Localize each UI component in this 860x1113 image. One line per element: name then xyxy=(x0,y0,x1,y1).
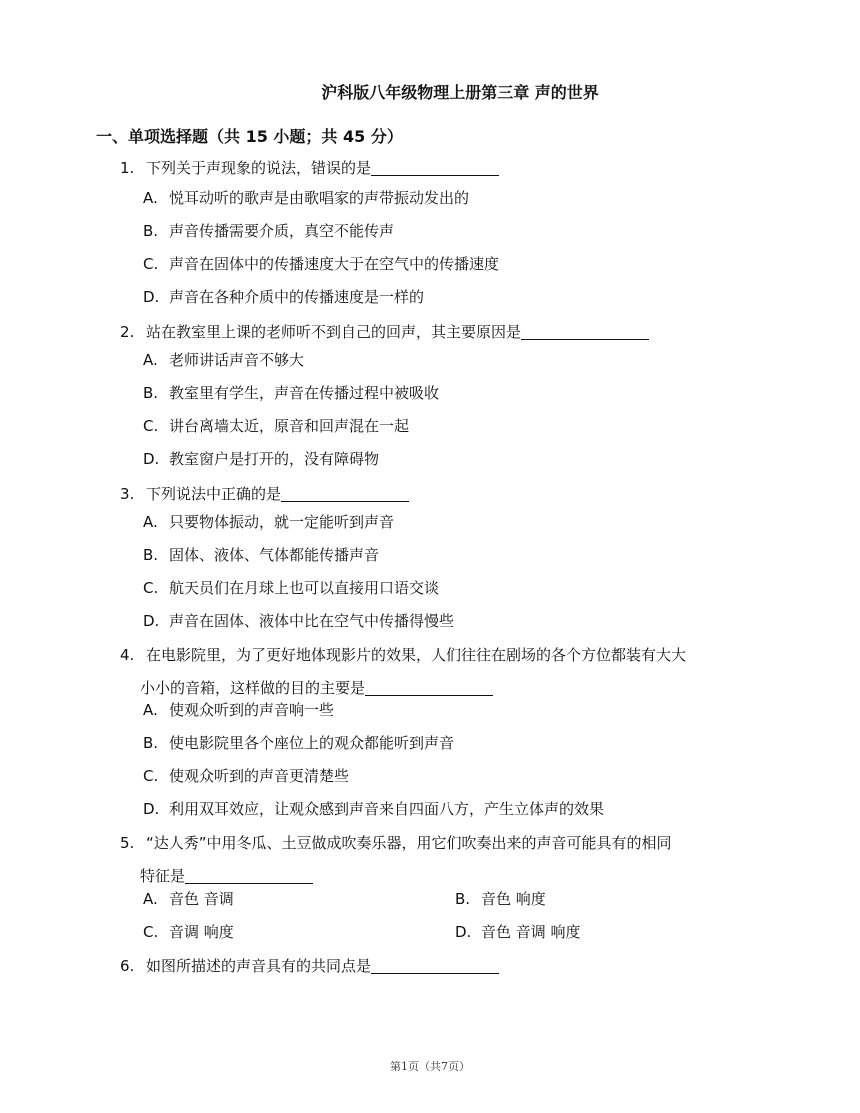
option-text: 航天员们在月球上也可以直接用口语交谈 xyxy=(169,579,440,597)
option-a[interactable] xyxy=(143,187,469,208)
page-title: 沪科版八年级物理上册第三章 声的世界 xyxy=(321,83,599,102)
option-letter: C. xyxy=(143,923,159,941)
option-letter: D. xyxy=(143,612,160,630)
option-d[interactable] xyxy=(455,921,581,942)
question-stem: 下列关于声现象的说法，错误的是 xyxy=(146,159,372,177)
question-number: 3. xyxy=(120,485,135,503)
option-letter: B. xyxy=(143,384,159,402)
question-stem: 下列说法中正确的是 xyxy=(146,485,282,503)
question-number: 6. xyxy=(120,957,135,975)
question-4 xyxy=(120,639,770,705)
option-text: 音色 音调 xyxy=(169,890,234,908)
answer-blank[interactable] xyxy=(185,865,313,884)
option-text: 音色 音调 响度 xyxy=(481,923,581,941)
option-text: 音色 响度 xyxy=(481,890,546,908)
option-letter: D. xyxy=(143,450,160,468)
option-text: 声音在固体中的传播速度大于在空气中的传播速度 xyxy=(169,255,500,273)
question-stem-line-1: “达人秀”中用冬瓜、土豆做成吹奏乐器，用它们吹奏出来的声音可能具有的相同 xyxy=(146,834,672,852)
question-1 xyxy=(120,152,770,185)
option-c[interactable] xyxy=(143,253,499,274)
option-letter: A. xyxy=(143,513,158,531)
option-text: 只要物体振动，就一定能听到声音 xyxy=(169,513,395,531)
question-2 xyxy=(120,316,770,349)
option-a[interactable] xyxy=(143,511,394,532)
question-6 xyxy=(120,950,770,983)
option-letter: C. xyxy=(143,255,159,273)
page-footer: 第1页（共7页） xyxy=(390,1060,470,1073)
option-text: 固体、液体、气体都能传播声音 xyxy=(169,546,380,564)
option-text: 老师讲话声音不够大 xyxy=(169,351,305,369)
option-c[interactable] xyxy=(143,921,234,942)
option-a[interactable] xyxy=(143,888,234,909)
option-letter: D. xyxy=(143,288,160,306)
option-letter: B. xyxy=(143,734,159,752)
option-b[interactable] xyxy=(143,544,379,565)
option-text: 使观众听到的声音响一些 xyxy=(169,701,335,719)
option-letter: A. xyxy=(143,351,158,369)
option-text: 声音在固体、液体中比在空气中传播得慢些 xyxy=(169,612,455,630)
question-number: 4. xyxy=(120,646,135,664)
answer-blank[interactable] xyxy=(371,157,499,176)
question-stem-line-2: 小小的音箱，这样做的目的主要是 xyxy=(140,679,366,697)
question-stem: 如图所描述的声音具有的共同点是 xyxy=(146,957,372,975)
question-5 xyxy=(120,827,770,893)
answer-blank[interactable] xyxy=(371,955,499,974)
question-3 xyxy=(120,478,770,511)
option-a[interactable] xyxy=(143,699,334,720)
option-text: 教室窗户是打开的，没有障碍物 xyxy=(169,450,380,468)
answer-blank[interactable] xyxy=(281,483,409,502)
option-text: 声音在各种介质中的传播速度是一样的 xyxy=(169,288,425,306)
option-b[interactable] xyxy=(143,382,439,403)
option-b[interactable] xyxy=(143,220,394,241)
option-letter: A. xyxy=(143,189,158,207)
option-d[interactable] xyxy=(143,448,379,469)
question-stem-line-1: 在电影院里，为了更好地体现影片的效果，人们往往在剧场的各个方位都装有大大 xyxy=(146,646,687,664)
option-d[interactable] xyxy=(143,798,604,819)
option-c[interactable] xyxy=(143,577,439,598)
option-text: 音调 响度 xyxy=(169,923,234,941)
answer-blank[interactable] xyxy=(365,677,493,696)
option-text: 使观众听到的声音更清楚些 xyxy=(169,767,350,785)
question-number: 5. xyxy=(120,834,135,852)
question-stem-line-2: 特征是 xyxy=(140,867,186,885)
option-text: 使电影院里各个座位上的观众都能听到声音 xyxy=(169,734,455,752)
question-number: 2. xyxy=(120,323,135,341)
option-text: 教室里有学生，声音在传播过程中被吸收 xyxy=(169,384,440,402)
option-letter: B. xyxy=(143,546,159,564)
option-letter: A. xyxy=(143,890,158,908)
option-letter: C. xyxy=(143,579,159,597)
option-d[interactable] xyxy=(143,286,424,307)
option-text: 利用双耳效应，让观众感到声音来自四面八方，产生立体声的效果 xyxy=(169,800,605,818)
option-text: 声音传播需要介质，真空不能传声 xyxy=(169,222,395,240)
option-text: 悦耳动听的歌声是由歌唱家的声带振动发出的 xyxy=(169,189,470,207)
option-letter: D. xyxy=(143,800,160,818)
question-stem: 站在教室里上课的老师听不到自己的回声，其主要原因是 xyxy=(146,323,522,341)
section-heading: 一、单项选择题（共 15 小题；共 45 分） xyxy=(96,127,403,146)
option-letter: A. xyxy=(143,701,158,719)
option-b[interactable] xyxy=(455,888,546,909)
answer-blank[interactable] xyxy=(521,321,649,340)
option-c[interactable] xyxy=(143,415,409,436)
option-c[interactable] xyxy=(143,765,349,786)
option-letter: C. xyxy=(143,417,159,435)
option-a[interactable] xyxy=(143,349,304,370)
option-letter: D. xyxy=(455,923,472,941)
option-letter: C. xyxy=(143,767,159,785)
option-d[interactable] xyxy=(143,610,454,631)
option-letter: B. xyxy=(143,222,159,240)
question-number: 1. xyxy=(120,159,135,177)
option-letter: B. xyxy=(455,890,471,908)
option-text: 讲台离墙太近，原音和回声混在一起 xyxy=(169,417,410,435)
option-b[interactable] xyxy=(143,732,454,753)
